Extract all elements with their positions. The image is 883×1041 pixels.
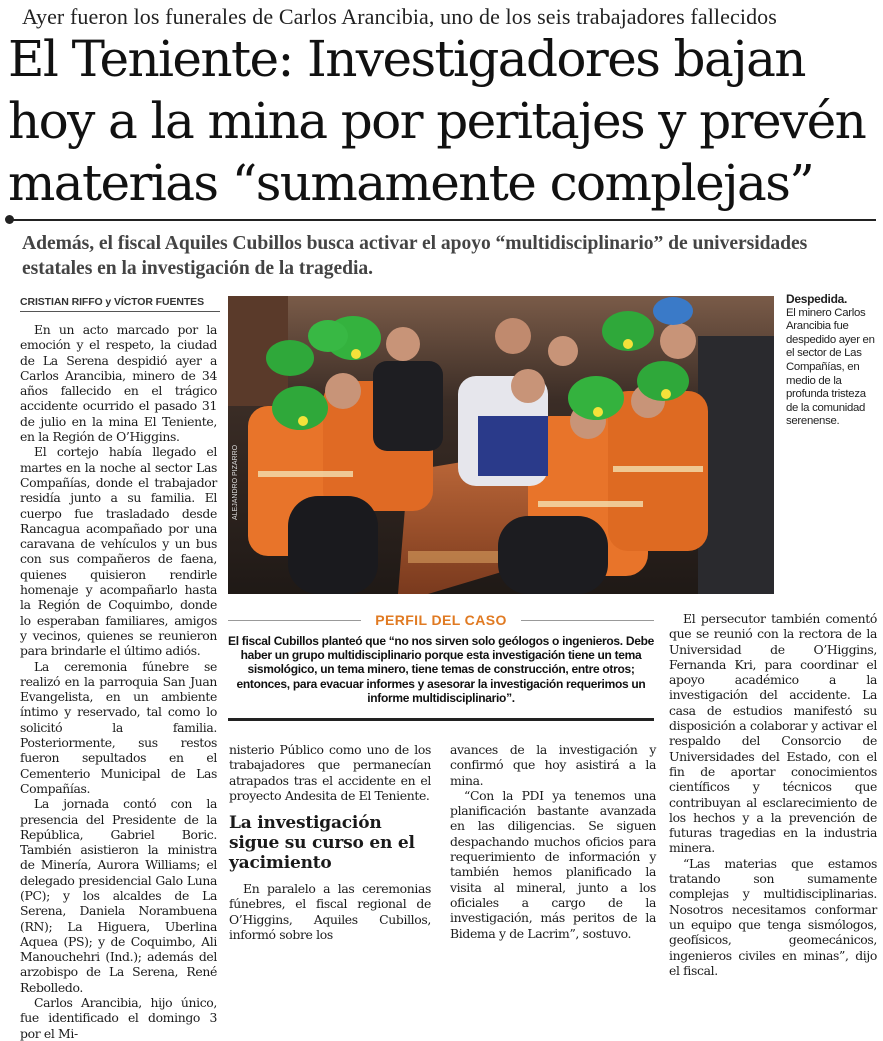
byline-rule [20, 311, 220, 312]
profile-bottom-rule [228, 718, 654, 721]
photo-credit: ALEJANDRO PIZARRO [232, 444, 239, 520]
paragraph: “Las materias que estamos tratando son sumamente complejas y multidisciplinarias. Nosotros necesitamos conformar un equipo que tenga sismólogos, geofísicos, geomecánicos, ingenieros civiles en minas”, dijo el fiscal. [669, 855, 877, 978]
headline-line: El Teniente: Investigadores bajan [8, 30, 805, 88]
paragraph: En un acto marcado por la emoción y el respeto, la ciudad de La Serena despidió ayer a Carlos Arancibia, minero de 34 años fallecido en el trágico accidente ocurrido el pasado 31 de julio en la mina El Teniente, en la Región de O’Higgins. [20, 322, 217, 445]
paragraph: El cortejo había llegado el martes en la noche al sector Las Compañías, donde el trabajador residía junto a su familia. El cuerpo fue trasladado desde Rancagua acompañado por una caravana de vehículos y un bus con sus compañeros de faena, quienes quisieron rendirle homenaje y acompañarlo hasta la Región de Coquimbo, donde lo esperaban familiares, amigos y vecinos, quienes se reunieron para brindarle el último adiós. [20, 444, 217, 659]
paragraph: La ceremonia fúnebre se realizó en la parroquia San Juan Evangelista, en un ambiente íntimo y reservado, tal como lo solicitó la familia. Posteriormente, sus restos fueron sepultados en el Cementerio Municipal de Las Compañías. [20, 658, 217, 796]
byline: CRISTIAN RIFFO y VÍCTOR FUENTES [20, 296, 204, 308]
paragraph: El persecutor también comentó que se reunió con la rectora de la Universidad de O’Higgins, Fernanda Kri, para coordinar el apoyo académico a la investigación del accidente. La casa de estudios manifestó su disposición a colaborar y activar el respaldo del Consorcio de Universidades del Estado, con el fin de aportar conocimientos científicos y técnicos que contribuyan al esclarecimiento de los hechos y a la prevención de futuras tragedias en la industria minera. [669, 611, 877, 856]
caption-title: Despedida. [786, 292, 848, 306]
profile-text: El fiscal Cubillos planteó que “no nos sirven solo geólogos o ingenieros. Debe haber un grupo multidisciplinario porque esta investigación tiene un tema sismológico, un tema minero, tiene temas de construcción, entre otros; entonces, para evacuar informes y asesorar la investigación requerimos un informe multidisciplinario”. [228, 634, 655, 705]
funeral-photo-illustration [228, 296, 774, 594]
headline [8, 28, 880, 214]
subheading: La investigación sigue su curso en el yacimiento [229, 813, 415, 874]
funeral-photo [228, 296, 774, 594]
headline-rule [8, 219, 876, 221]
paragraph: Carlos Arancibia, hijo único, fue identificado el domingo 3 por el Mi- [20, 995, 217, 1041]
paragraph: “Con la PDI ya tenemos una planificación bastante avanzada en las diligencias. Se siguen despachando muchos oficios para requerimiento de información y también hemos planificado la visita al mineral, junto a los oficiales a cargo de la investigación, más peritos de la Bidema y de Lacrim”, sostuvo. [450, 787, 656, 941]
paragraph: En paralelo a las ceremonias fúnebres, el fiscal regional de O’Higgins, Aquiles Cubillos, informó sobre los [229, 881, 431, 943]
paragraph: avances de la investigación y confirmó que hoy asistirá a la mina. [450, 742, 656, 788]
caption-text: El minero Carlos Arancibia fue despedido ayer en el sector de Las Compañías, en medio de la profunda tristeza de la comunidad serenense. [786, 306, 875, 428]
case-profile-box [228, 612, 654, 705]
article-column-3 [450, 742, 656, 941]
headline-line: hoy a la mina por peritajes y prevén [8, 92, 866, 150]
rule-dot [5, 215, 14, 224]
article-column-2 [229, 742, 431, 942]
photo-caption [786, 293, 878, 429]
deck: Además, el fiscal Aquiles Cubillos busca activar el apoyo “multidisciplinario” de universidades estatales en la investigación de la tragedia. [22, 233, 808, 279]
article-column-1 [20, 322, 217, 1041]
paragraph: La jornada contó con la presencia del Presidente de la República, Gabriel Boric. También asistieron la ministra de Minería, Aurora Williams; el delegado presidencial Galo Luna (PC); y los alcaldes de La Serena, Daniela Norambuena (RN); La Higuera, Uberlina Aquea (PS); y de Coquimbo, Ali Manouchehri (Ind.); además del arzobispo de La Serena, René Rebolledo. [20, 796, 217, 995]
profile-title: PERFIL DEL CASO [361, 612, 521, 628]
headline-line: materias “sumamente complejas” [8, 154, 814, 212]
kicker: Ayer fueron los funerales de Carlos Arancibia, uno de los seis trabajadores fallecidos [22, 4, 777, 29]
paragraph: nisterio Público como uno de los trabajadores que permanecían atrapados tras el accidente en el proyecto Andesita de El Teniente. [229, 742, 431, 803]
article-column-4 [669, 611, 877, 978]
